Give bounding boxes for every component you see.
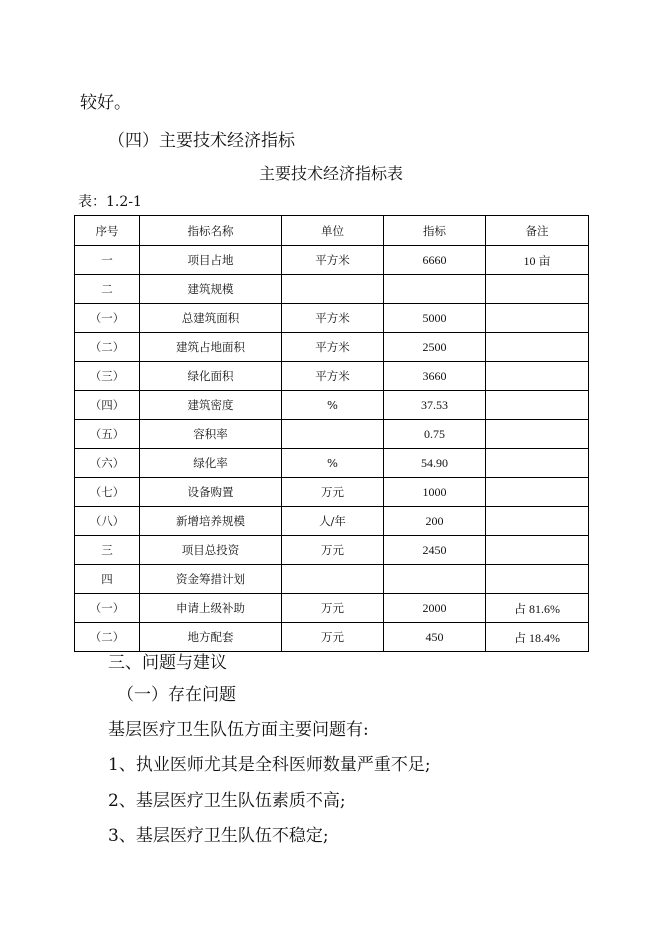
value-cell: 2500: [384, 333, 486, 362]
table-row: [75, 275, 589, 304]
note-cell: [486, 275, 589, 304]
note-cell: 占 81.6%: [486, 594, 589, 623]
seq-cell: （五）: [75, 420, 140, 449]
unit-cell: 万元: [282, 623, 384, 652]
value-cell: 2000: [384, 594, 486, 623]
seq-cell: （一）: [75, 304, 140, 333]
name-cell: 设备购置: [140, 478, 282, 507]
table-row: [75, 420, 589, 449]
unit-cell: 人/年: [282, 507, 384, 536]
seq-cell: （七）: [75, 478, 140, 507]
value-cell: 0.75: [384, 420, 486, 449]
list-item: 3、基层医疗卫生队伍不稳定;: [108, 826, 329, 846]
unit-cell: %: [282, 449, 384, 478]
name-cell: 绿化率: [140, 449, 282, 478]
note-cell: [486, 362, 589, 391]
table-row: [75, 565, 589, 594]
seq-cell: 三: [75, 536, 140, 565]
list-item: 1、执业医师尤其是全科医师数量严重不足;: [108, 755, 431, 775]
note-cell: 占 18.4%: [486, 623, 589, 652]
table-row: [75, 362, 589, 391]
note-cell: [486, 565, 589, 594]
name-cell: 绿化面积: [140, 362, 282, 391]
value-cell: 5000: [384, 304, 486, 333]
table-row: [75, 449, 589, 478]
note-cell: [486, 420, 589, 449]
table-row: [75, 594, 589, 623]
section-heading: （四）主要技术经济指标: [108, 131, 295, 151]
table-row: [75, 391, 589, 420]
seq-cell: 一: [75, 246, 140, 275]
unit-cell: 万元: [282, 594, 384, 623]
name-cell: 建筑占地面积: [140, 333, 282, 362]
name-cell: 容积率: [140, 420, 282, 449]
name-cell: 资金筹措计划: [140, 565, 282, 594]
header-cell: 序号: [75, 216, 140, 246]
unit-cell: 万元: [282, 536, 384, 565]
unit-cell: [282, 565, 384, 594]
note-cell: 10 亩: [486, 246, 589, 275]
table-row: [75, 536, 589, 565]
unit-cell: 平方米: [282, 304, 384, 333]
name-cell: 项目占地: [140, 246, 282, 275]
note-cell: [486, 449, 589, 478]
value-cell: 2450: [384, 536, 486, 565]
seq-cell: （四）: [75, 391, 140, 420]
value-cell: [384, 275, 486, 304]
note-cell: [486, 478, 589, 507]
header-cell: 指标: [384, 216, 486, 246]
paragraph: 基层医疗卫生队伍方面主要问题有:: [108, 720, 369, 740]
note-cell: [486, 507, 589, 536]
value-cell: 3660: [384, 362, 486, 391]
name-cell: 项目总投资: [140, 536, 282, 565]
name-cell: 新增培养规模: [140, 507, 282, 536]
unit-cell: 平方米: [282, 246, 384, 275]
unit-cell: [282, 420, 384, 449]
value-cell: 6660: [384, 246, 486, 275]
seq-cell: 四: [75, 565, 140, 594]
list-item: 2、基层医疗卫生队伍素质不高;: [108, 791, 346, 811]
note-cell: [486, 391, 589, 420]
table-header-row: [75, 216, 589, 246]
seq-cell: （一）: [75, 594, 140, 623]
unit-cell: 平方米: [282, 362, 384, 391]
unit-cell: 平方米: [282, 333, 384, 362]
name-cell: 建筑规模: [140, 275, 282, 304]
table-row: [75, 507, 589, 536]
header-cell: 单位: [282, 216, 384, 246]
seq-cell: （二）: [75, 333, 140, 362]
paragraph-fragment: 较好。: [80, 93, 131, 113]
table-row: [75, 478, 589, 507]
seq-cell: （八）: [75, 507, 140, 536]
header-cell: 指标名称: [140, 216, 282, 246]
table-row: [75, 333, 589, 362]
note-cell: [486, 333, 589, 362]
unit-cell: 万元: [282, 478, 384, 507]
value-cell: [384, 565, 486, 594]
name-cell: 总建筑面积: [140, 304, 282, 333]
value-cell: 37.53: [384, 391, 486, 420]
seq-cell: 二: [75, 275, 140, 304]
value-cell: 1000: [384, 478, 486, 507]
indicators-table: [74, 215, 589, 652]
name-cell: 申请上级补助: [140, 594, 282, 623]
subsection-heading: （一）存在问题: [117, 685, 236, 705]
unit-cell: %: [282, 391, 384, 420]
unit-cell: [282, 275, 384, 304]
value-cell: 200: [384, 507, 486, 536]
note-cell: [486, 536, 589, 565]
name-cell: 地方配套: [140, 623, 282, 652]
seq-cell: （六）: [75, 449, 140, 478]
note-cell: [486, 304, 589, 333]
table-row: [75, 304, 589, 333]
table-label: 表：1.2-1: [78, 194, 142, 210]
header-cell: 备注: [486, 216, 589, 246]
section-heading: 三、问题与建议: [108, 653, 227, 673]
value-cell: 54.90: [384, 449, 486, 478]
table-title: 主要技术经济指标表: [258, 164, 403, 183]
table-row: [75, 246, 589, 275]
value-cell: 450: [384, 623, 486, 652]
seq-cell: （二）: [75, 623, 140, 652]
seq-cell: （三）: [75, 362, 140, 391]
name-cell: 建筑密度: [140, 391, 282, 420]
